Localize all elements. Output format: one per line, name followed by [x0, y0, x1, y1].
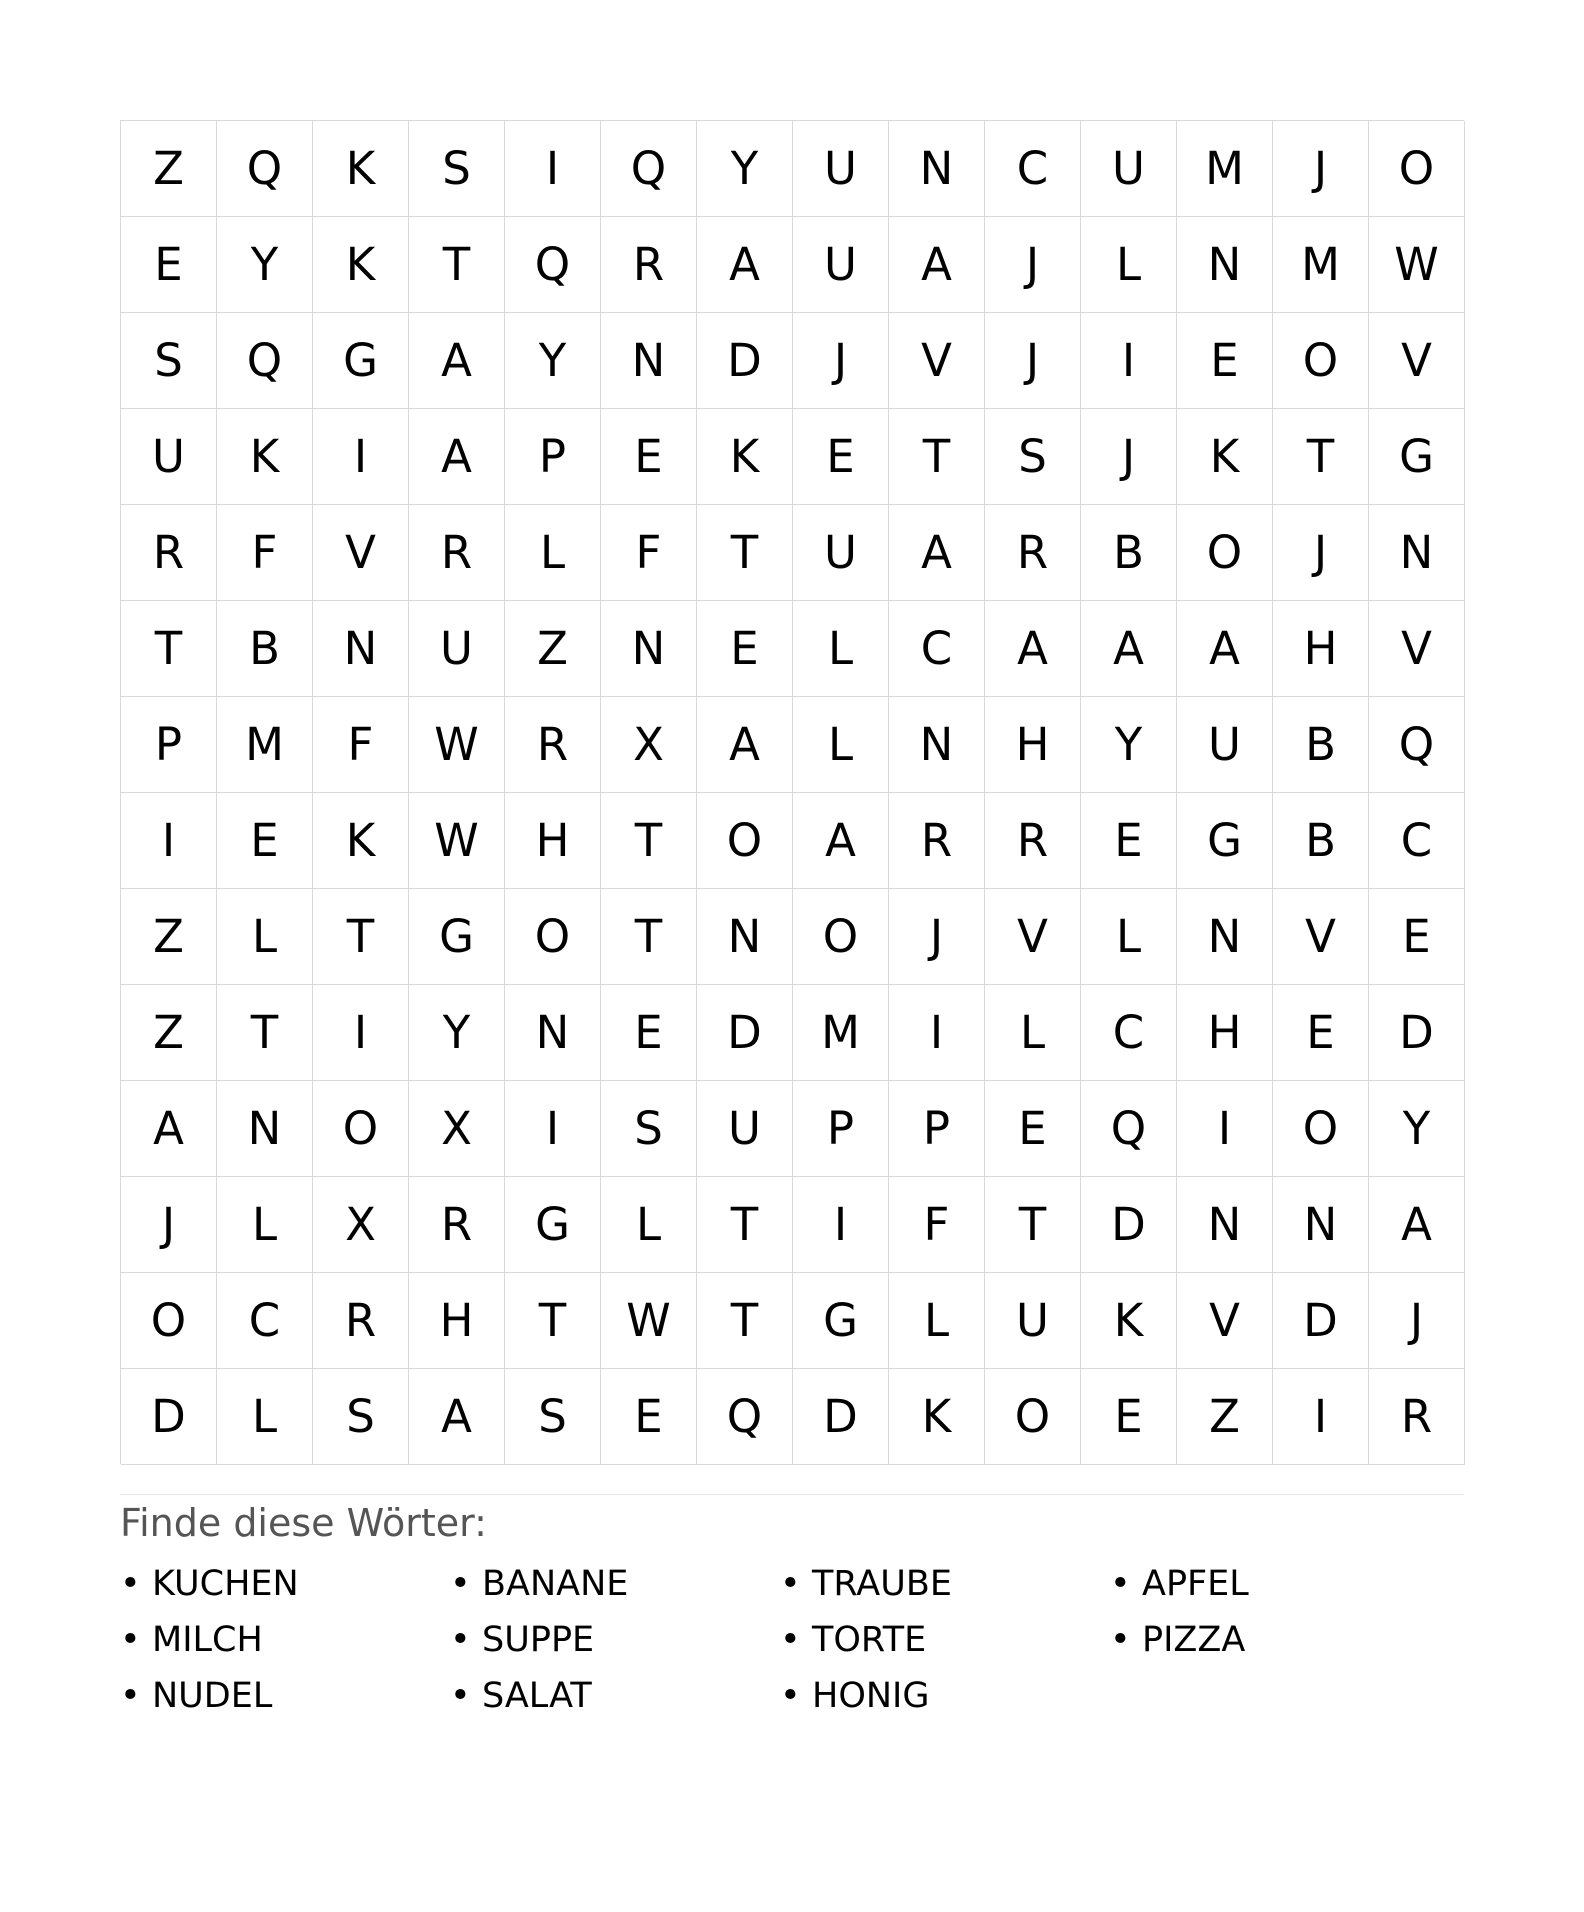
grid-cell[interactable]: S [601, 1081, 697, 1177]
grid-cell[interactable]: W [1369, 217, 1465, 313]
word-item [450, 1556, 780, 1612]
grid-cell[interactable]: R [889, 793, 985, 889]
grid-cell[interactable]: E [985, 1081, 1081, 1177]
grid-cell[interactable]: Q [697, 1369, 793, 1465]
word-column [780, 1556, 1110, 1724]
grid-cell[interactable]: A [1369, 1177, 1465, 1273]
grid-cell[interactable]: X [409, 1081, 505, 1177]
grid-cell[interactable]: S [313, 1369, 409, 1465]
grid-cell[interactable]: A [1081, 601, 1177, 697]
grid-cell[interactable]: A [889, 505, 985, 601]
grid-cell[interactable]: E [217, 793, 313, 889]
grid-cell[interactable]: H [409, 1273, 505, 1369]
grid-cell[interactable]: P [121, 697, 217, 793]
word-label: APFEL [1142, 1564, 1249, 1604]
grid-cell[interactable]: N [601, 313, 697, 409]
grid-cell[interactable]: K [217, 409, 313, 505]
grid-cell[interactable]: K [889, 1369, 985, 1465]
grid-cell[interactable]: R [985, 505, 1081, 601]
grid-cell[interactable]: W [601, 1273, 697, 1369]
word-label: SALAT [482, 1676, 592, 1716]
grid-cell[interactable]: U [1081, 121, 1177, 217]
grid-cell[interactable]: O [313, 1081, 409, 1177]
grid-cell[interactable]: N [1369, 505, 1465, 601]
word-item [1110, 1556, 1440, 1612]
grid-cell[interactable]: L [1081, 217, 1177, 313]
grid-cell[interactable]: T [601, 793, 697, 889]
grid-cell[interactable]: E [1081, 793, 1177, 889]
bullet-icon: • [780, 1564, 801, 1604]
bullet-icon: • [1110, 1620, 1131, 1660]
grid-cell[interactable]: U [1177, 697, 1273, 793]
word-label: PIZZA [1142, 1620, 1246, 1660]
grid-cell[interactable]: O [697, 793, 793, 889]
grid-cell[interactable]: W [409, 793, 505, 889]
grid-cell[interactable]: D [697, 985, 793, 1081]
word-label: KUCHEN [152, 1564, 299, 1604]
grid-cell[interactable]: E [1273, 985, 1369, 1081]
grid-cell[interactable]: N [1177, 1177, 1273, 1273]
grid-cell[interactable]: Z [1177, 1369, 1273, 1465]
grid-cell[interactable]: A [409, 1369, 505, 1465]
grid-cell[interactable]: K [313, 121, 409, 217]
grid-cell[interactable]: O [793, 889, 889, 985]
grid-cell[interactable]: N [1177, 217, 1273, 313]
grid-cell[interactable]: N [889, 697, 985, 793]
grid-cell[interactable]: B [1273, 697, 1369, 793]
grid-cell[interactable]: I [793, 1177, 889, 1273]
grid-cell[interactable]: V [1369, 601, 1465, 697]
grid-cell[interactable]: V [889, 313, 985, 409]
grid-cell[interactable]: O [1369, 121, 1465, 217]
word-label: TORTE [812, 1620, 927, 1660]
grid-cell[interactable]: V [985, 889, 1081, 985]
grid-cell[interactable]: L [889, 1273, 985, 1369]
grid-cell[interactable]: J [985, 217, 1081, 313]
word-item [120, 1668, 450, 1724]
grid-cell[interactable]: Y [1369, 1081, 1465, 1177]
word-item [780, 1556, 1110, 1612]
grid-cell[interactable]: S [985, 409, 1081, 505]
grid-cell[interactable]: U [409, 601, 505, 697]
grid-cell[interactable]: T [121, 601, 217, 697]
divider [120, 1494, 1464, 1495]
grid-cell[interactable]: J [1369, 1273, 1465, 1369]
grid-cell[interactable]: A [889, 217, 985, 313]
grid-cell[interactable]: Q [1369, 697, 1465, 793]
bullet-icon: • [120, 1676, 141, 1716]
grid-cell[interactable]: Q [601, 121, 697, 217]
grid-cell[interactable]: J [1273, 121, 1369, 217]
grid-cell[interactable]: R [313, 1273, 409, 1369]
grid-cell[interactable]: K [697, 409, 793, 505]
bullet-icon: • [450, 1564, 471, 1604]
grid-cell[interactable]: E [697, 601, 793, 697]
letter-grid [120, 120, 1464, 1464]
grid-cell[interactable]: L [601, 1177, 697, 1273]
grid-cell[interactable]: J [985, 313, 1081, 409]
grid-cell[interactable]: I [121, 793, 217, 889]
word-column [120, 1556, 450, 1724]
grid-cell[interactable]: L [793, 697, 889, 793]
bullet-icon: • [450, 1676, 471, 1716]
grid-cell[interactable]: I [1273, 1369, 1369, 1465]
grid-cell[interactable]: C [889, 601, 985, 697]
grid-cell[interactable]: G [313, 313, 409, 409]
grid-cell[interactable]: T [409, 217, 505, 313]
grid-cell[interactable]: S [409, 121, 505, 217]
grid-cell[interactable]: L [217, 889, 313, 985]
word-label: NUDEL [152, 1676, 273, 1716]
grid-cell[interactable]: V [313, 505, 409, 601]
grid-cell[interactable]: H [1177, 985, 1273, 1081]
grid-cell[interactable]: Z [505, 601, 601, 697]
word-column [1110, 1556, 1440, 1668]
grid-cell[interactable]: Y [409, 985, 505, 1081]
grid-cell[interactable]: I [313, 985, 409, 1081]
grid-cell[interactable]: G [793, 1273, 889, 1369]
grid-cell[interactable]: J [1081, 409, 1177, 505]
grid-cell[interactable]: D [1369, 985, 1465, 1081]
bullet-icon: • [120, 1620, 141, 1660]
grid-cell[interactable]: L [1081, 889, 1177, 985]
grid-cell[interactable]: A [697, 697, 793, 793]
grid-cell[interactable]: V [1177, 1273, 1273, 1369]
grid-cell[interactable]: R [121, 505, 217, 601]
word-item [120, 1556, 450, 1612]
grid-cell[interactable]: N [505, 985, 601, 1081]
grid-cell[interactable]: S [505, 1369, 601, 1465]
grid-cell[interactable]: O [1273, 1081, 1369, 1177]
grid-cell[interactable]: N [889, 121, 985, 217]
grid-cell[interactable]: L [793, 601, 889, 697]
grid-cell[interactable]: D [1081, 1177, 1177, 1273]
grid-cell[interactable]: C [985, 121, 1081, 217]
grid-cell[interactable]: L [217, 1177, 313, 1273]
grid-cell[interactable]: I [889, 985, 985, 1081]
grid-cell[interactable]: G [1369, 409, 1465, 505]
grid-cell[interactable]: I [505, 121, 601, 217]
grid-cell[interactable]: M [1273, 217, 1369, 313]
grid-cell[interactable]: V [1369, 313, 1465, 409]
grid-cell[interactable]: J [793, 313, 889, 409]
grid-cell[interactable]: O [985, 1369, 1081, 1465]
grid-cell[interactable]: R [409, 1177, 505, 1273]
grid-cell[interactable]: I [505, 1081, 601, 1177]
grid-cell[interactable]: A [121, 1081, 217, 1177]
word-item [450, 1668, 780, 1724]
grid-cell[interactable]: K [1177, 409, 1273, 505]
grid-cell[interactable]: E [601, 1369, 697, 1465]
grid-cell[interactable]: K [1081, 1273, 1177, 1369]
grid-cell[interactable]: B [1273, 793, 1369, 889]
bullet-icon: • [780, 1620, 801, 1660]
word-item [450, 1612, 780, 1668]
grid-cell[interactable]: Y [1081, 697, 1177, 793]
grid-cell[interactable]: Y [217, 217, 313, 313]
grid-cell[interactable]: P [889, 1081, 985, 1177]
grid-cell[interactable]: F [313, 697, 409, 793]
word-label: SUPPE [482, 1620, 595, 1660]
word-column [450, 1556, 780, 1724]
grid-cell[interactable]: H [1273, 601, 1369, 697]
word-list [120, 1556, 1464, 1726]
grid-cell[interactable]: U [985, 1273, 1081, 1369]
grid-cell[interactable]: Y [697, 121, 793, 217]
grid-cell[interactable]: V [1273, 889, 1369, 985]
grid-cell[interactable]: F [217, 505, 313, 601]
grid-cell[interactable]: E [601, 409, 697, 505]
grid-cell[interactable]: Z [121, 121, 217, 217]
grid-cell[interactable]: A [697, 217, 793, 313]
grid-cell[interactable]: I [313, 409, 409, 505]
word-item [780, 1612, 1110, 1668]
grid-cell[interactable]: R [505, 697, 601, 793]
grid-cell[interactable]: T [505, 1273, 601, 1369]
grid-cell[interactable]: P [793, 1081, 889, 1177]
grid-cell[interactable]: A [793, 793, 889, 889]
grid-cell[interactable]: I [1177, 1081, 1273, 1177]
grid-cell[interactable]: M [217, 697, 313, 793]
grid-cell[interactable]: E [1369, 889, 1465, 985]
grid-cell[interactable]: U [793, 121, 889, 217]
grid-cell[interactable]: A [409, 313, 505, 409]
word-label: TRAUBE [812, 1564, 952, 1604]
grid-cell[interactable]: B [1081, 505, 1177, 601]
grid-cell[interactable]: P [505, 409, 601, 505]
grid-cell[interactable]: T [697, 1177, 793, 1273]
grid-cell[interactable]: T [697, 1273, 793, 1369]
grid-cell[interactable]: T [985, 1177, 1081, 1273]
grid-cell[interactable]: D [793, 1369, 889, 1465]
grid-cell[interactable]: U [121, 409, 217, 505]
grid-cell[interactable]: L [985, 985, 1081, 1081]
grid-cell[interactable]: O [505, 889, 601, 985]
grid-cell[interactable]: L [505, 505, 601, 601]
grid-cell[interactable]: N [1273, 1177, 1369, 1273]
grid-cell[interactable]: W [409, 697, 505, 793]
grid-cell[interactable]: N [1177, 889, 1273, 985]
grid-cell[interactable]: T [601, 889, 697, 985]
word-label: HONIG [812, 1676, 930, 1716]
grid-cell[interactable]: O [1273, 313, 1369, 409]
grid-cell[interactable]: R [409, 505, 505, 601]
grid-cell[interactable]: C [1369, 793, 1465, 889]
grid-cell[interactable]: Q [1081, 1081, 1177, 1177]
grid-cell[interactable]: T [313, 889, 409, 985]
grid-cell[interactable]: T [217, 985, 313, 1081]
grid-cell[interactable]: L [217, 1369, 313, 1465]
grid-cell[interactable]: F [601, 505, 697, 601]
grid-cell[interactable]: N [697, 889, 793, 985]
bullet-icon: • [450, 1620, 471, 1660]
bullet-icon: • [120, 1564, 141, 1604]
grid-cell[interactable]: C [217, 1273, 313, 1369]
grid-cell[interactable]: G [1177, 793, 1273, 889]
word-item [780, 1668, 1110, 1724]
grid-cell[interactable]: I [1081, 313, 1177, 409]
grid-cell[interactable]: A [985, 601, 1081, 697]
grid-cell[interactable]: O [1177, 505, 1273, 601]
grid-cell[interactable]: N [217, 1081, 313, 1177]
grid-cell[interactable]: R [601, 217, 697, 313]
grid-cell[interactable]: N [313, 601, 409, 697]
bullet-icon: • [1110, 1564, 1131, 1604]
grid-cell[interactable]: E [793, 409, 889, 505]
grid-cell[interactable]: J [889, 889, 985, 985]
grid-cell[interactable]: U [793, 505, 889, 601]
grid-cell[interactable]: T [1273, 409, 1369, 505]
grid-cell[interactable]: G [505, 1177, 601, 1273]
grid-cell[interactable]: R [1369, 1369, 1465, 1465]
grid-cell[interactable]: D [1273, 1273, 1369, 1369]
grid-cell[interactable]: Y [505, 313, 601, 409]
grid-cell[interactable]: K [313, 793, 409, 889]
word-list-heading: Finde diese Wörter: [120, 1501, 487, 1545]
word-item [120, 1612, 450, 1668]
word-label: BANANE [482, 1564, 629, 1604]
grid-cell[interactable]: H [985, 697, 1081, 793]
grid-cell[interactable]: J [121, 1177, 217, 1273]
grid-cell[interactable]: D [697, 313, 793, 409]
grid-cell[interactable]: R [985, 793, 1081, 889]
grid-cell[interactable]: U [697, 1081, 793, 1177]
grid-cell[interactable]: T [889, 409, 985, 505]
grid-cell[interactable]: X [601, 697, 697, 793]
grid-cell[interactable]: C [1081, 985, 1177, 1081]
grid-cell[interactable]: E [601, 985, 697, 1081]
grid-cell[interactable]: Z [121, 985, 217, 1081]
grid-cell[interactable]: J [1273, 505, 1369, 601]
grid-cell[interactable]: F [889, 1177, 985, 1273]
grid-cell[interactable]: B [217, 601, 313, 697]
bullet-icon: • [780, 1676, 801, 1716]
grid-cell[interactable]: Q [505, 217, 601, 313]
grid-cell[interactable]: T [697, 505, 793, 601]
grid-cell[interactable]: A [1177, 601, 1273, 697]
grid-cell[interactable]: E [1177, 313, 1273, 409]
grid-cell[interactable]: E [1081, 1369, 1177, 1465]
grid-cell[interactable]: O [121, 1273, 217, 1369]
grid-cell[interactable]: G [409, 889, 505, 985]
grid-cell[interactable]: Z [121, 889, 217, 985]
grid-cell[interactable]: H [505, 793, 601, 889]
grid-cell[interactable]: M [1177, 121, 1273, 217]
grid-cell[interactable]: X [313, 1177, 409, 1273]
grid-cell[interactable]: D [121, 1369, 217, 1465]
grid-cell[interactable]: E [121, 217, 217, 313]
grid-cell[interactable]: Q [217, 313, 313, 409]
grid-cell[interactable]: U [793, 217, 889, 313]
grid-cell[interactable]: M [793, 985, 889, 1081]
grid-cell[interactable]: S [121, 313, 217, 409]
word-label: MILCH [152, 1620, 263, 1660]
grid-cell[interactable]: N [601, 601, 697, 697]
grid-cell[interactable]: A [409, 409, 505, 505]
grid-cell[interactable]: Q [217, 121, 313, 217]
grid-cell[interactable]: K [313, 217, 409, 313]
word-item [1110, 1612, 1440, 1668]
